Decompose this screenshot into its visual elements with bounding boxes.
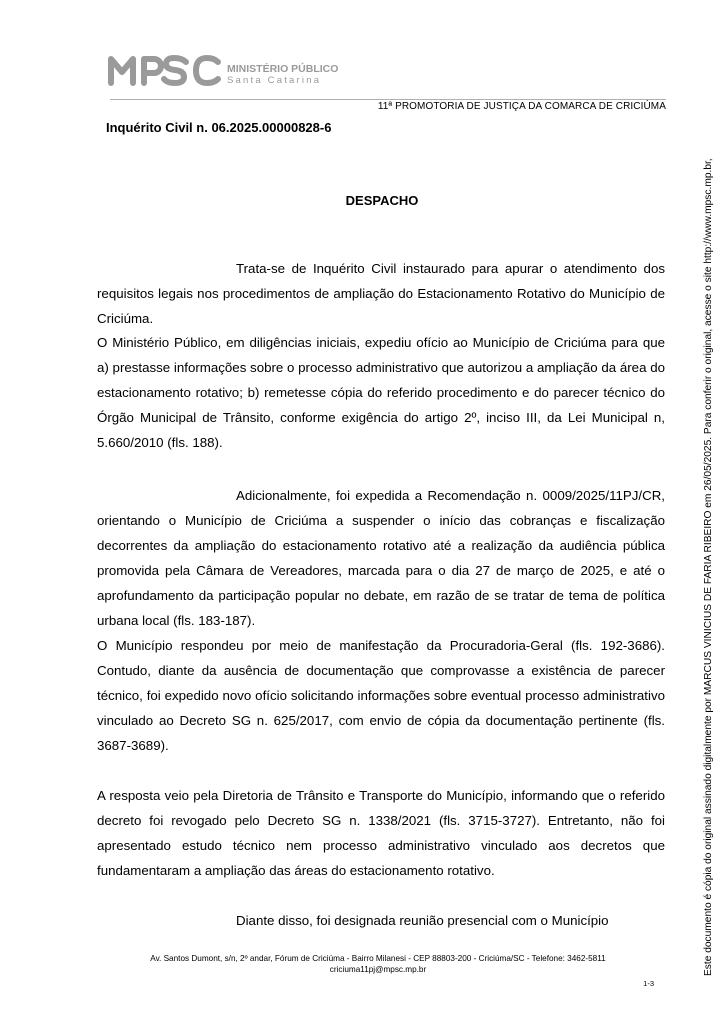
paragraph-6: Diante disso, foi designada reunião presencial com o Município <box>236 913 609 928</box>
footer-address: Av. Santos Dumont, s/n, 2º andar, Fórum de Criciúma - Bairro Milanesi - CEP 88803-200 - Criciúma/SC - Telefone: 3462-5811 <box>150 954 606 963</box>
paragraph-3: Adicionalmente, foi expedida a Recomendação n. 0009/2025/11PJ/CR, orientando o Município de Criciúma a suspender o início das cobranças e fiscalização decorrentes da ampliação do estacionamento rotativo até a realização da audiência pública promovida pela Câmara de Vereadores, marcada para o dia 27 de março de 2025, e até o aprofundamento da participação popular no debate, em razão de se tratar de tema de política urbana local (fls. 183-187). <box>97 488 665 628</box>
mpsc-logo-graphic <box>106 50 346 92</box>
paragraph-5: A resposta veio pela Diretoria de Trânsito e Transporte do Município, informando que o referido decreto foi revogado pelo Decreto SG n. 1338/2021 (fls. 3715-3727). Entretanto, não foi apresentado estudo técnico nem processo administrativo vinculado aos decretos que fundamentaram a ampliação das áreas do estacionamento rotativo. <box>97 788 665 878</box>
logo-line-2: Santa Catarina <box>227 75 322 86</box>
office-name: 11ª PROMOTORIA DE JUSTIÇA DA COMARCA DE CRICIÚMA <box>377 101 666 112</box>
document-title: DESPACHO <box>345 193 419 208</box>
paragraph-4: O Município respondeu por meio de manifestação da Procuradoria-Geral (fls. 192-3686). Contudo, diante da ausência de documentação que comprovasse a existência de parecer técnico, foi expedido novo ofício solicitando informações sobre eventual processo administrativo vinculado ao Decreto SG n. 625/2017, com envio de cópia da documentação pertinente (fls. 3687-3689). <box>97 638 665 753</box>
header-rule <box>110 99 666 100</box>
footer-email: criciuma11pj@mpsc.mp.br <box>329 965 427 974</box>
paragraph-1: Trata-se de Inquérito Civil instaurado para apurar o atendimento dos requisitos legais nos procedimentos de ampliação do Estacionamento Rotativo do Município de Criciúma. <box>97 261 665 326</box>
digital-signature-note: Este documento é cópia do original assinado digitalmente por MARCUS VINICIUS DE FARIA RIBEIRO em 26/05/2025. Para conferir o original, acesse o site http://www.mpsc.mp.br, <box>703 158 714 976</box>
page-number: 1-3 <box>643 979 654 988</box>
mpsc-logo <box>106 50 346 92</box>
case-reference: Inquérito Civil n. 06.2025.00000828-6 <box>106 120 332 135</box>
logo-line-1: MINISTÉRIO PÚBLICO <box>227 63 339 75</box>
paragraph-2: O Ministério Público, em diligências iniciais, expediu ofício ao Município de Criciúma para que a) prestasse informações sobre o processo administrativo que autorizou a ampliação da área do estacionamento rotativo; b) remetesse cópia do referido procedimento e do parecer técnico do Órgão Municipal de Trânsito, conforme exigência do artigo 2º, inciso III, da Lei Municipal n, 5.660/2010 (fls. 188). <box>97 335 665 450</box>
